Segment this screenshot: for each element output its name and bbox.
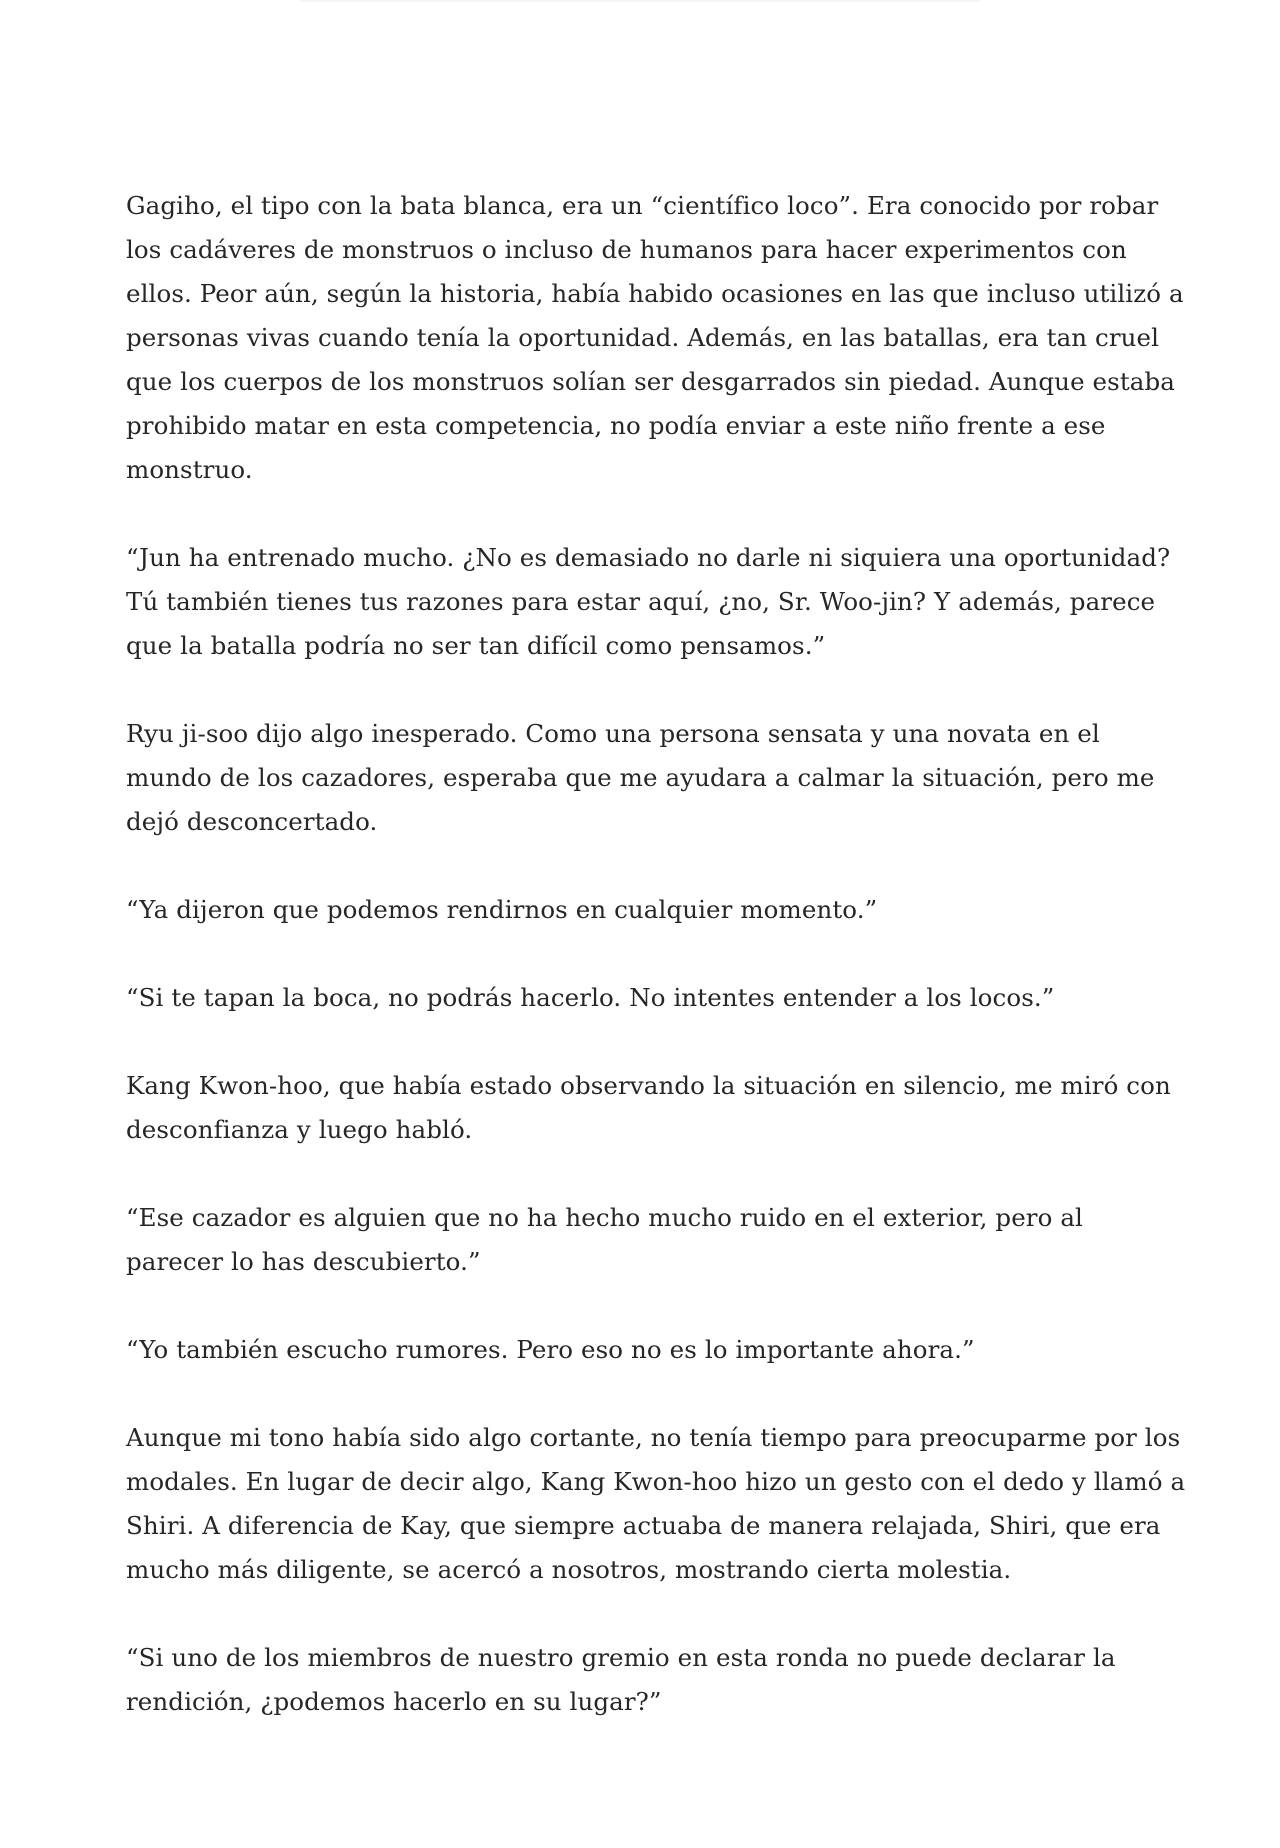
paragraph: “Si te tapan la boca, no podrás hacerlo. No intentes entender a los locos.”: [126, 983, 1055, 1012]
page-top-edge: [300, 0, 980, 3]
paragraph: Gagiho, el tipo con la bata blanca, era un “científico loco”. Era conocido por robar los cadáveres de monstruos o incluso de humanos para hacer experimentos con ellos. Peor aún, según la historia, había habido ocasiones en las que incluso utilizó a personas vivas cuando tenía la oportunidad. Además, en las batallas, era tan cruel que los cuerpos de los monstruos solían ser desgarrados sin piedad. Aunque estaba prohibido matar en esta competencia, no podía enviar a este niño frente a ese monstruo.: [126, 191, 1184, 484]
paragraph: “Yo también escucho rumores. Pero eso no es lo importante ahora.”: [126, 1335, 975, 1364]
paragraph: “Ya dijeron que podemos rendirnos en cualquier momento.”: [126, 895, 878, 924]
paragraph: “Ese cazador es alguien que no ha hecho mucho ruido en el exterior, pero al parecer lo has descubierto.”: [126, 1203, 1083, 1276]
document-body: [126, 184, 1186, 1768]
paragraph: Ryu ji-soo dijo algo inesperado. Como una persona sensata y una novata en el mundo de los cazadores, esperaba que me ayudara a calmar la situación, pero me dejó desconcertado.: [126, 719, 1155, 836]
paragraph: “Si uno de los miembros de nuestro gremio en esta ronda no puede declarar la rendición, ¿podemos hacerlo en su lugar?”: [126, 1643, 1116, 1716]
paragraph: Aunque mi tono había sido algo cortante, no tenía tiempo para preocuparme por los modales. En lugar de decir algo, Kang Kwon-hoo hizo un gesto con el dedo y llamó a Shiri. A diferencia de Kay, que siempre actuaba de manera relajada, Shiri, que era mucho más diligente, se acercó a nosotros, mostrando cierta molestia.: [126, 1423, 1186, 1584]
paragraph: “Jun ha entrenado mucho. ¿No es demasiado no darle ni siquiera una oportunidad? Tú también tienes tus razones para estar aquí, ¿no, Sr. Woo-jin? Y además, parece que la batalla podría no ser tan difícil como pensamos.”: [126, 543, 1171, 660]
paragraph: Kang Kwon-hoo, que había estado observando la situación en silencio, me miró con desconfianza y luego habló.: [126, 1071, 1171, 1144]
